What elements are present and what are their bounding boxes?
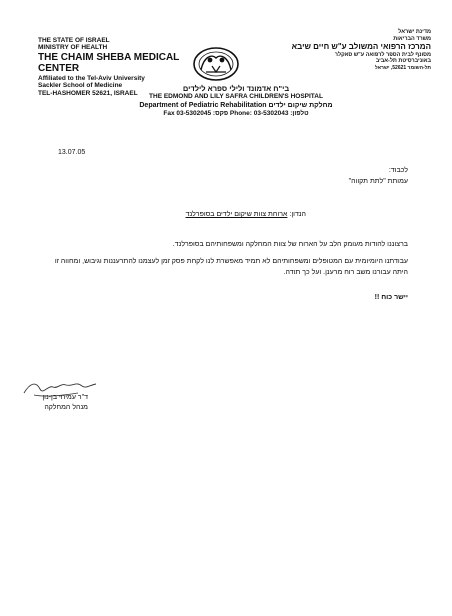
- letterhead-he-line5: באוניברסיטת תל-אביב: [375, 58, 431, 65]
- recipient-organization: עמותת "לתת תקווה": [348, 178, 408, 185]
- letterhead-he-line2: משרד הבריאות: [393, 35, 431, 42]
- department-header: [110, 84, 362, 118]
- letterhead-en-line1: THE STATE OF ISRAEL: [38, 37, 110, 44]
- subject-line: [186, 211, 306, 218]
- letterhead-en-line6: TEL-HASHOMER 52621, ISRAEL: [38, 89, 138, 97]
- department-name: Department of Pediatric Rehabilitation מחלקת שיקום ילדים: [139, 101, 333, 109]
- hospital-name-hebrew: בי"ח אדמונד ולילי ספרא לילדים: [182, 84, 290, 93]
- letterhead-he-line3: המרכז הרפואי המשולב ע"ש חיים שיבא: [291, 42, 431, 52]
- contact-line: Fax 03-5302045 :פקס Phone: 03-5302043 :טלפון: [163, 110, 309, 118]
- signer-title: מנהל המחלקה: [44, 404, 88, 412]
- paragraph-details: עבודתנו היומיומית עם המטופלים ומשפחותיהם לא תמיד מאפשרת לנו לקחת פסק זמן לעצמנו להתרעננות וגיבוש, ומחווה זו היתה עבורנו משב רוח מרענן. ועל כך תודה.: [54, 258, 408, 276]
- letterhead-en-line3: THE CHAIM SHEBA MEDICAL CENTER: [38, 51, 180, 75]
- letterhead-hebrew: [261, 29, 431, 71]
- letterhead-he-line4: מסונף לבית הספר לרפואה ע"ש סאקלר: [334, 51, 431, 58]
- letterhead-he-line1: מדינת ישראל: [398, 29, 431, 35]
- paragraph-thanks: ברצוננו להודות מעומק הלב על הארוח של צוות המחלקה ומשפחותיהם בסופרלנד.: [172, 241, 408, 248]
- letterhead-en-line4: Affiliated to the Tel-Aviv University: [38, 74, 145, 82]
- subject-text: ארוחת צוות שיקום ילדים בסופרלנד: [185, 211, 288, 218]
- subject-prefix: הנדון:: [289, 211, 306, 218]
- hospital-logo-icon: [192, 46, 240, 82]
- letterhead-he-line6: תל-השומר 52621, ישראל: [374, 64, 431, 71]
- letterhead-en-line5: Sackler School of Medicine: [38, 82, 123, 90]
- letter-date: 13.07.05: [58, 149, 86, 156]
- closing-line: יישר כוח !!: [374, 294, 408, 301]
- letterhead-en-line2: MINISTRY OF HEALTH: [38, 44, 108, 52]
- recipient-label: לכבוד:: [388, 167, 408, 174]
- signer-name: ד"ר עמיחי בן-נון: [42, 394, 88, 401]
- hospital-name-english: THE EDMOND AND LILY SAFRA CHILDREN'S HOSPITAL: [149, 93, 323, 101]
- signature-block: [28, 393, 88, 413]
